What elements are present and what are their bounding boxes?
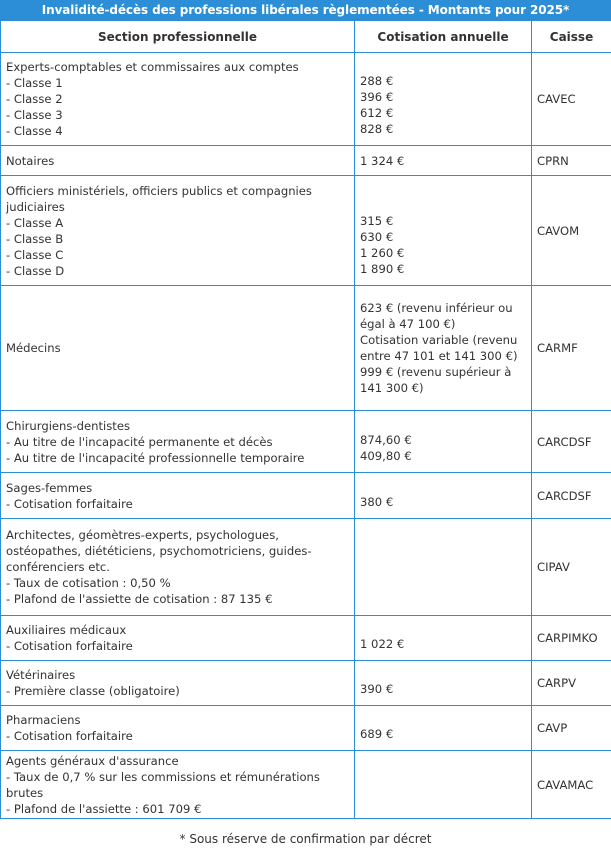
- cotisation-line: 409,80 €: [360, 449, 412, 463]
- section-line: Auxiliaires médicaux: [6, 623, 127, 637]
- cell-section: [1, 519, 355, 616]
- section-line: - Cotisation forfaitaire: [6, 496, 133, 511]
- section-line: - Au titre de l'incapacité professionnelle temporaire: [6, 450, 305, 465]
- cotisation-line: 1 022 €: [360, 637, 405, 651]
- cell-cotisation: [355, 411, 532, 473]
- table-title: Invalidité-décès des professions libérales règlementées - Montants pour 2025*: [0, 0, 611, 20]
- section-line: - Première classe (obligatoire): [6, 684, 180, 698]
- cotisation-line: 630 €: [360, 230, 394, 244]
- section-line: ostéopathes, diététiciens, psychomotriciens, guides-: [6, 544, 312, 558]
- section-line: Architectes, géomètres-experts, psychologues,: [6, 528, 279, 542]
- section-line: - Classe 2: [6, 92, 63, 106]
- section-line: brutes: [6, 785, 44, 800]
- footnote: * Sous réserve de confirmation par décret: [179, 832, 432, 846]
- section-line: Médecins: [6, 341, 61, 355]
- cotisation-line: 315 €: [360, 214, 394, 228]
- cell-caisse: CPRN: [532, 146, 611, 176]
- table-row: [1, 176, 611, 286]
- section-line: - Classe A: [6, 215, 64, 230]
- cotisation-line: 1 260 €: [360, 246, 405, 260]
- cotisation-line: 612 €: [360, 106, 394, 120]
- cotisation-line: Cotisation variable (revenu: [360, 333, 518, 347]
- section-line: - Classe 4: [6, 124, 63, 138]
- contribution-table: [0, 20, 611, 819]
- cell-caisse: CIPAV: [532, 519, 611, 616]
- cotisation-line: 689 €: [360, 727, 394, 741]
- cotisation-line: 999 € (revenu supérieur à: [360, 365, 512, 379]
- section-line: - Plafond de l'assiette de cotisation : 87 135 €: [6, 592, 273, 606]
- table-row: [1, 616, 611, 661]
- cell-cotisation: [355, 706, 532, 751]
- cotisation-line: 396 €: [360, 90, 394, 104]
- cotisation-line: 390 €: [360, 682, 394, 696]
- section-line: - Classe 3: [6, 108, 63, 122]
- cell-caisse: CAVEC: [532, 53, 611, 146]
- section-line: - Cotisation forfaitaire: [6, 639, 133, 653]
- cell-section: [1, 286, 355, 411]
- header-cotisation: Cotisation annuelle: [355, 21, 532, 53]
- header-section: Section professionnelle: [1, 21, 355, 53]
- cotisation-line: 874,60 €: [360, 433, 412, 447]
- cell-cotisation: [355, 751, 532, 819]
- cotisation-line: 141 300 €): [360, 381, 424, 395]
- cell-cotisation: [355, 176, 532, 286]
- cotisation-line: 1 890 €: [360, 262, 405, 276]
- section-line: - Taux de 0,7 % sur les commissions et rémunérations: [6, 769, 320, 784]
- cell-caisse: CAVP: [532, 706, 611, 751]
- section-line: Notaires: [6, 153, 55, 168]
- cell-cotisation: [355, 661, 532, 706]
- section-line: - Classe C: [6, 247, 64, 262]
- section-line: - Plafond de l'assiette : 601 709 €: [6, 801, 202, 816]
- table-row: [1, 706, 611, 751]
- section-line: Vétérinaires: [6, 668, 76, 682]
- cell-section: [1, 616, 355, 661]
- cell-cotisation: [355, 53, 532, 146]
- section-line: - Taux de cotisation : 0,50 %: [6, 576, 171, 590]
- cell-cotisation: [355, 519, 532, 616]
- table-row: [1, 751, 611, 819]
- section-line: Sages-femmes: [6, 480, 93, 495]
- cell-caisse: CARMF: [532, 286, 611, 411]
- section-line: Agents généraux d'assurance: [6, 753, 179, 768]
- cell-section: [1, 146, 355, 176]
- header-row: [1, 21, 611, 53]
- cell-section: [1, 411, 355, 473]
- section-line: judiciaires: [6, 199, 65, 214]
- section-line: - Classe 1: [6, 76, 63, 90]
- cell-section: [1, 751, 355, 819]
- section-line: Chirurgiens-dentistes: [6, 418, 130, 433]
- cell-cotisation: [355, 473, 532, 519]
- cotisation-line: 380 €: [360, 495, 394, 509]
- section-line: conférenciers etc.: [6, 560, 110, 574]
- section-line: Experts-comptables et commissaires aux comptes: [6, 60, 299, 74]
- cotisation-line: égal à 47 100 €): [360, 317, 456, 331]
- cell-caisse: CAVOM: [532, 176, 611, 286]
- cotisation-line: 288 €: [360, 74, 394, 88]
- table-row: [1, 473, 611, 519]
- cell-section: [1, 53, 355, 146]
- table-row: [1, 661, 611, 706]
- cotisation-line: 1 324 €: [360, 153, 405, 168]
- table-row: [1, 411, 611, 473]
- table-row: [1, 519, 611, 616]
- cell-cotisation: [355, 146, 532, 176]
- cell-section: [1, 661, 355, 706]
- header-caisse: Caisse: [532, 21, 611, 53]
- cell-cotisation: [355, 616, 532, 661]
- cotisation-line: 828 €: [360, 122, 394, 136]
- cell-caisse: CARPIMKO: [532, 616, 611, 661]
- cell-caisse: CARCDSF: [532, 411, 611, 473]
- cell-cotisation: [355, 286, 532, 411]
- table-row: [1, 146, 611, 176]
- section-line: Officiers ministériels, officiers publics et compagnies: [6, 183, 312, 198]
- table-row: [1, 53, 611, 146]
- table-row: [1, 286, 611, 411]
- cell-section: [1, 473, 355, 519]
- cell-caisse: CAVAMAC: [532, 751, 611, 819]
- cell-section: [1, 706, 355, 751]
- cotisation-line: 623 € (revenu inférieur ou: [360, 301, 513, 315]
- section-line: - Au titre de l'incapacité permanente et décès: [6, 434, 273, 449]
- section-line: - Classe D: [6, 263, 65, 278]
- section-line: Pharmaciens: [6, 713, 81, 727]
- cell-section: [1, 176, 355, 286]
- cell-caisse: CARPV: [532, 661, 611, 706]
- cell-caisse: CARCDSF: [532, 473, 611, 519]
- section-line: - Cotisation forfaitaire: [6, 729, 133, 743]
- section-line: - Classe B: [6, 231, 64, 246]
- cotisation-line: entre 47 101 et 141 300 €): [360, 349, 518, 363]
